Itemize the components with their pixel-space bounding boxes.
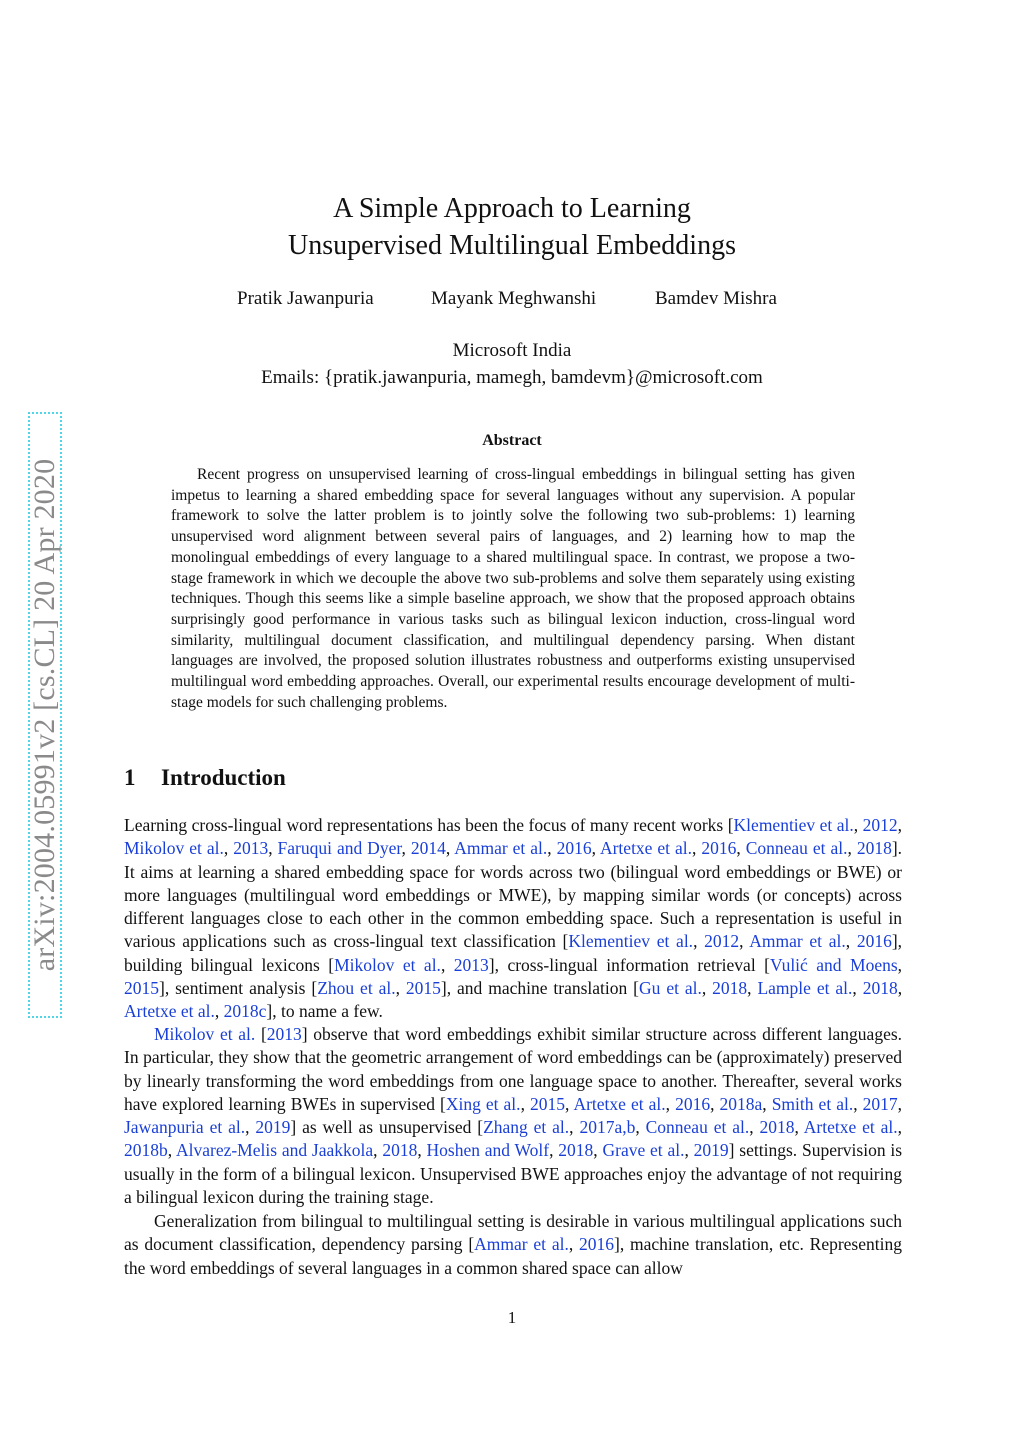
paragraph-text: , — [897, 1093, 903, 1114]
citation-link[interactable]: 2016 — [556, 838, 592, 859]
citation-link[interactable]: Zhang et al. — [483, 1117, 570, 1138]
paragraph-text: , — [749, 1117, 760, 1138]
citation-link[interactable]: 2017 — [862, 1093, 898, 1114]
paragraph-text: , — [897, 1117, 903, 1138]
citation-link[interactable]: Ammar et al. — [749, 931, 846, 952]
author-name: Bamdev Mishra — [655, 288, 777, 309]
paragraph-text: , — [845, 931, 857, 952]
paragraph-text: , — [167, 1140, 176, 1161]
citation-link[interactable]: Mikolov et al. — [334, 954, 441, 975]
citation-link[interactable]: Mikolov et al. — [154, 1024, 256, 1044]
paragraph-text: , — [520, 1093, 530, 1114]
paragraph-text: , — [245, 1117, 256, 1138]
citation-link[interactable]: Gu et al. — [639, 978, 702, 999]
title-line-1: A Simple Approach to Learning — [333, 193, 691, 224]
paragraph-text: , — [701, 978, 713, 999]
abstract-heading: Abstract — [482, 432, 542, 449]
arxiv-identifier-text: arXiv:2004.05991v2 [cs.CL] 20 Apr 2020 — [28, 458, 61, 972]
paragraph-text: , — [569, 1117, 580, 1138]
paragraph-text: , — [268, 838, 278, 859]
citation-link[interactable]: 2017a,b — [579, 1117, 636, 1138]
citation-link[interactable]: Ammar et al. — [454, 838, 548, 859]
paragraph-text: ], cross-lingual information retrieval [ — [488, 954, 770, 975]
citation-link[interactable]: Artetxe et al. — [599, 838, 693, 859]
paragraph-text: [ — [255, 1024, 267, 1044]
citation-link[interactable]: 2013 — [233, 838, 269, 859]
citation-link[interactable]: Vulić and Moens — [769, 954, 898, 975]
citation-link[interactable]: Klementiev et al. — [568, 931, 694, 952]
abstract-text: Recent progress on unsupervised learning of cross-lingual embeddings in bilingual setting has given impetus to learning a shared embedding space for several languages without any supervision. A popular framework to solve the latter problem is to jointly solve the following two sub-problems: 1) learning unsupervised word alignment between several pairs of languages, and 2) learning how to map the monolingual embeddings of every language to a shared multilingual space. In contrast, we propose a two-stage framework in which we decouple the above two sub-problems and solve them separately using existing techniques. Though this seems like a simple baseline approach, we show that the proposed approach obtains surprisingly good performance in various tasks such as bilingual lexicon induction, cross-lingual word similarity, multilingual document classification, and multilingual dependency parsing. When distant languages are involved, the proposed solution illustrates robustness and outperforms existing unsupervised multilingual word embedding approaches. Overall, our experimental results encourage development of multi-stage models for such challenging problems. — [171, 466, 855, 711]
citation-link[interactable]: Lample et al. — [757, 978, 853, 999]
paper-title — [0, 190, 1024, 264]
citation-link[interactable]: 2016 — [701, 838, 737, 859]
citation-link[interactable]: Conneau et al. — [645, 1117, 750, 1138]
paragraph-text: , — [897, 954, 903, 975]
paragraph-text: Learning cross-lingual word representations has been the focus of many recent works [ — [124, 815, 734, 835]
paragraph-text: , — [692, 838, 702, 859]
paragraph-text: , — [794, 1117, 804, 1138]
citation-link[interactable]: Conneau et al. — [745, 838, 848, 859]
citation-link[interactable]: Smith et al. — [771, 1093, 854, 1114]
citation-link[interactable]: Hoshen and Wolf — [426, 1140, 550, 1161]
citation-link[interactable]: 2018 — [712, 978, 748, 999]
citation-link[interactable]: 2012 — [862, 815, 898, 835]
paragraph-text: ]. It aims at learning a shared embedding space for words across two (bilingual word embeddings or BWE) or more languages (multilingual word embeddings or MWE), by mapping similar words (or concepts) across different languages close to each other in the common embedding space. Such a representation is useful in various applications such as cross-lingual text classification [ — [124, 838, 903, 952]
section-heading — [124, 765, 286, 791]
citation-link[interactable]: 2016 — [675, 1093, 711, 1114]
paragraph-text: , — [739, 931, 750, 952]
paragraph-text: , — [373, 1140, 383, 1161]
section-number: 1 — [124, 765, 136, 790]
citation-link[interactable]: 2018b — [124, 1140, 168, 1161]
paragraph-text: , — [417, 1140, 427, 1161]
paragraph-text: ], building bilingual lexicons [ — [124, 931, 903, 975]
paragraph-text: , — [710, 1093, 720, 1114]
citation-link[interactable]: Jawanpuria et al. — [124, 1117, 246, 1138]
paragraph-text: , — [665, 1093, 676, 1114]
affiliation-block — [0, 337, 1024, 391]
paragraph-text: , — [736, 838, 746, 859]
citation-link[interactable]: 2019 — [693, 1140, 729, 1161]
citation-link[interactable]: Artetxe et al. — [803, 1117, 898, 1138]
paragraph-text: , — [897, 978, 903, 999]
citation-link[interactable]: Artetxe et al. — [124, 1001, 215, 1022]
paragraph-text: ] observe that word embeddings exhibit similar structure across different languages. In particular, they show that the geometric arrangement of word embeddings can be (approximately) preserved by linearly transforming the word embeddings from one language space to another. Thereafter, several works have explored learning BWEs in supervised [ — [124, 1024, 903, 1114]
intro-paragraph — [124, 1023, 902, 1209]
page-number: 1 — [507, 1308, 517, 1327]
paragraph-text: , — [564, 1093, 574, 1114]
citation-link[interactable]: 2018c — [223, 1001, 267, 1022]
paragraph-text: , — [395, 978, 406, 999]
citation-link[interactable]: 2015 — [405, 978, 441, 999]
paragraph-text: ], and machine translation [ — [440, 978, 640, 999]
citation-link[interactable]: Ammar et al. — [474, 1234, 569, 1255]
citation-link[interactable]: 2018 — [558, 1140, 594, 1161]
citation-link[interactable]: Grave et al. — [602, 1140, 685, 1161]
paragraph-text: , — [549, 1140, 559, 1161]
title-line-2: Unsupervised Multilingual Embeddings — [288, 230, 736, 261]
citation-link[interactable]: 2018 — [382, 1140, 418, 1161]
paragraph-text: ], to name a few. — [266, 1001, 383, 1022]
citation-link[interactable]: 2018 — [862, 978, 898, 999]
paragraph-text: , — [401, 838, 411, 859]
paragraph-text: , — [440, 954, 454, 975]
paragraph-text: , — [693, 931, 705, 952]
citation-link[interactable]: 2018a — [719, 1093, 763, 1114]
citation-link[interactable]: 2012 — [704, 931, 740, 952]
paragraph-text: Generalization from bilingual to multilingual setting is desirable in various multilingual applications such as document classification, dependency parsing [ — [124, 1211, 902, 1255]
paragraph-text: , — [847, 838, 857, 859]
paragraph-text: ], sentiment analysis [ — [159, 978, 318, 999]
section-title: Introduction — [161, 765, 286, 790]
citation-link[interactable]: 2018 — [856, 838, 892, 859]
paragraph-text: , — [684, 1140, 694, 1161]
paragraph-text: ] as well as unsupervised [ — [290, 1117, 484, 1138]
paragraph-text: ], machine translation, etc. Representing the word embeddings of several languages in a common shared space can allow — [124, 1234, 902, 1278]
paragraph-text: , — [897, 815, 902, 835]
paragraph-text: , — [445, 838, 455, 859]
citation-link[interactable]: 2015 — [529, 1093, 565, 1114]
citation-link[interactable]: Klementiev et al. — [733, 815, 854, 835]
paragraph-text: , — [547, 838, 557, 859]
citation-link[interactable]: 2015 — [124, 978, 159, 999]
paragraph-text: , — [568, 1234, 579, 1255]
citation-link[interactable]: 2016 — [579, 1234, 614, 1255]
citation-link[interactable]: 2014 — [410, 838, 446, 859]
paragraph-text: , — [591, 838, 600, 859]
author-name: Mayank Meghwanshi — [431, 288, 597, 309]
citation-link[interactable]: Mikolov et al. — [124, 838, 224, 859]
citation-link[interactable]: 2018 — [759, 1117, 795, 1138]
author-name: Pratik Jawanpuria — [237, 288, 374, 309]
paragraph-text: , — [762, 1093, 772, 1114]
paragraph-text: , — [853, 1093, 863, 1114]
citation-link[interactable]: Alvarez-Melis and Jaakkola — [175, 1140, 374, 1161]
intro-paragraph — [124, 814, 902, 1024]
paragraph-text: , — [214, 1001, 224, 1022]
citation-link[interactable]: 2013 — [453, 954, 489, 975]
citation-link[interactable]: Xing et al. — [445, 1093, 521, 1114]
intro-paragraph — [124, 1210, 902, 1280]
citation-link[interactable]: Faruqui and Dyer — [277, 838, 402, 859]
citation-link[interactable]: 2019 — [255, 1117, 291, 1138]
author-emails: Emails: {pratik.jawanpuria, mamegh, bamdevm}@microsoft.com — [261, 367, 763, 388]
citation-link[interactable]: Artetxe et al. — [573, 1093, 666, 1114]
arxiv-identifier-stamp — [28, 412, 62, 1018]
paragraph-text: , — [593, 1140, 603, 1161]
paragraph-text: , — [635, 1117, 646, 1138]
affiliation: Microsoft India — [452, 340, 572, 361]
paragraph-text: , — [852, 978, 863, 999]
paragraph-text: , — [747, 978, 758, 999]
citation-link[interactable]: Zhou et al. — [317, 978, 396, 999]
paragraph-text: ] settings. Supervision is usually in the form of a bilingual lexicon. Unsupervised BWE approaches enjoy the advantage of not requiring a bilingual lexicon during the training stage. — [124, 1140, 903, 1208]
paragraph-text: , — [853, 815, 863, 835]
citation-link[interactable]: 2016 — [856, 931, 892, 952]
paragraph-text: , — [223, 838, 234, 859]
citation-link[interactable]: 2013 — [266, 1024, 302, 1044]
